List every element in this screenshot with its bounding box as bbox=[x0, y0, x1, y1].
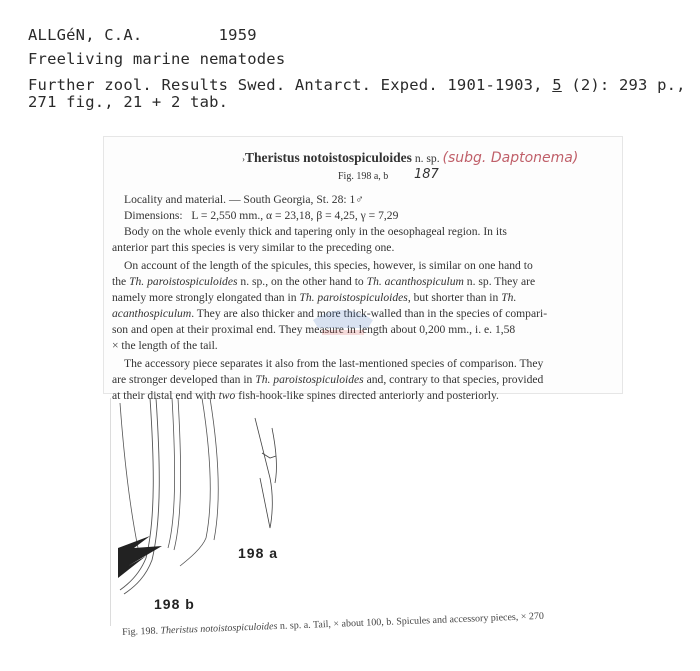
para1-line: Body on the whole evenly thick and tapering only in the oesophageal region. In its bbox=[124, 225, 507, 238]
para2-line: son and open at their proximal end. They measure in length about 0,200 mm., i. e. 1,58 bbox=[112, 323, 516, 336]
locality-line: Locality and material. — South Georgia, St. 28: 1♂ bbox=[124, 193, 364, 206]
para2-line: × the length of the tail. bbox=[112, 339, 218, 352]
spicule-drawing-icon bbox=[110, 398, 310, 626]
para2-line: the Th. paroistospiculoides n. sp., on the other hand to Th. acanthospiculum n. sp. They are bbox=[112, 275, 536, 288]
para3-line: are stronger developed than in Th. paroistospiculoides and, contrary to that species, provided bbox=[112, 373, 544, 386]
figure-caption: Fig. 198. Theristus notoistospiculoides n. sp. a. Tail, × about 100, b. Spicules and accessory pieces, × 270 bbox=[122, 610, 545, 638]
para3-line: The accessory piece separates it also from the last-mentioned species of comparison. They bbox=[124, 357, 544, 370]
citation-source-line1: Further zool. Results Swed. Antarct. Exped. 1901-1903, 5 (2): 293 p., bbox=[28, 76, 686, 94]
handwritten-number: 187 bbox=[414, 167, 439, 182]
fig-ref: Fig. 198 a, b bbox=[338, 171, 389, 182]
citation-author-year: ALLGéN, C.A. 1959 bbox=[28, 26, 257, 44]
figure-label-b: 198 b bbox=[154, 596, 195, 612]
text-clipping bbox=[104, 137, 622, 402]
para2-line: On account of the length of the spicules, this species, however, is similar on one hand to bbox=[124, 259, 533, 272]
handwritten-annotation: (subg. Daptonema) bbox=[442, 150, 579, 166]
watermark-logo bbox=[308, 300, 378, 340]
para2-line: acanthospiculum. They are also thicker and more thick-walled than in the species of compari- bbox=[112, 307, 548, 320]
para3-line: at their distal end with two fish-hook-like spines directed anteriorly and posteriorly. bbox=[112, 389, 499, 402]
citation-source-line2: 271 fig., 21 + 2 tab. bbox=[28, 93, 229, 111]
para2-line: namely more strongly elongated than in Th. paroistospiculoides, but shorter than in Th. bbox=[112, 291, 517, 304]
dimensions-line: Dimensions: L = 2,550 mm., α = 23,18, β = 4,25, γ = 7,29 bbox=[124, 209, 399, 222]
citation-title: Freeliving marine nematodes bbox=[28, 50, 286, 68]
species-heading: ›Theristus notoistospiculoides n. sp. (subg. Daptonema) bbox=[242, 150, 579, 166]
figure-label-a: 198 a bbox=[238, 545, 279, 561]
para1-line: anterior part this species is very similar to the preceding one. bbox=[112, 241, 395, 254]
figure-drawing bbox=[110, 398, 310, 626]
